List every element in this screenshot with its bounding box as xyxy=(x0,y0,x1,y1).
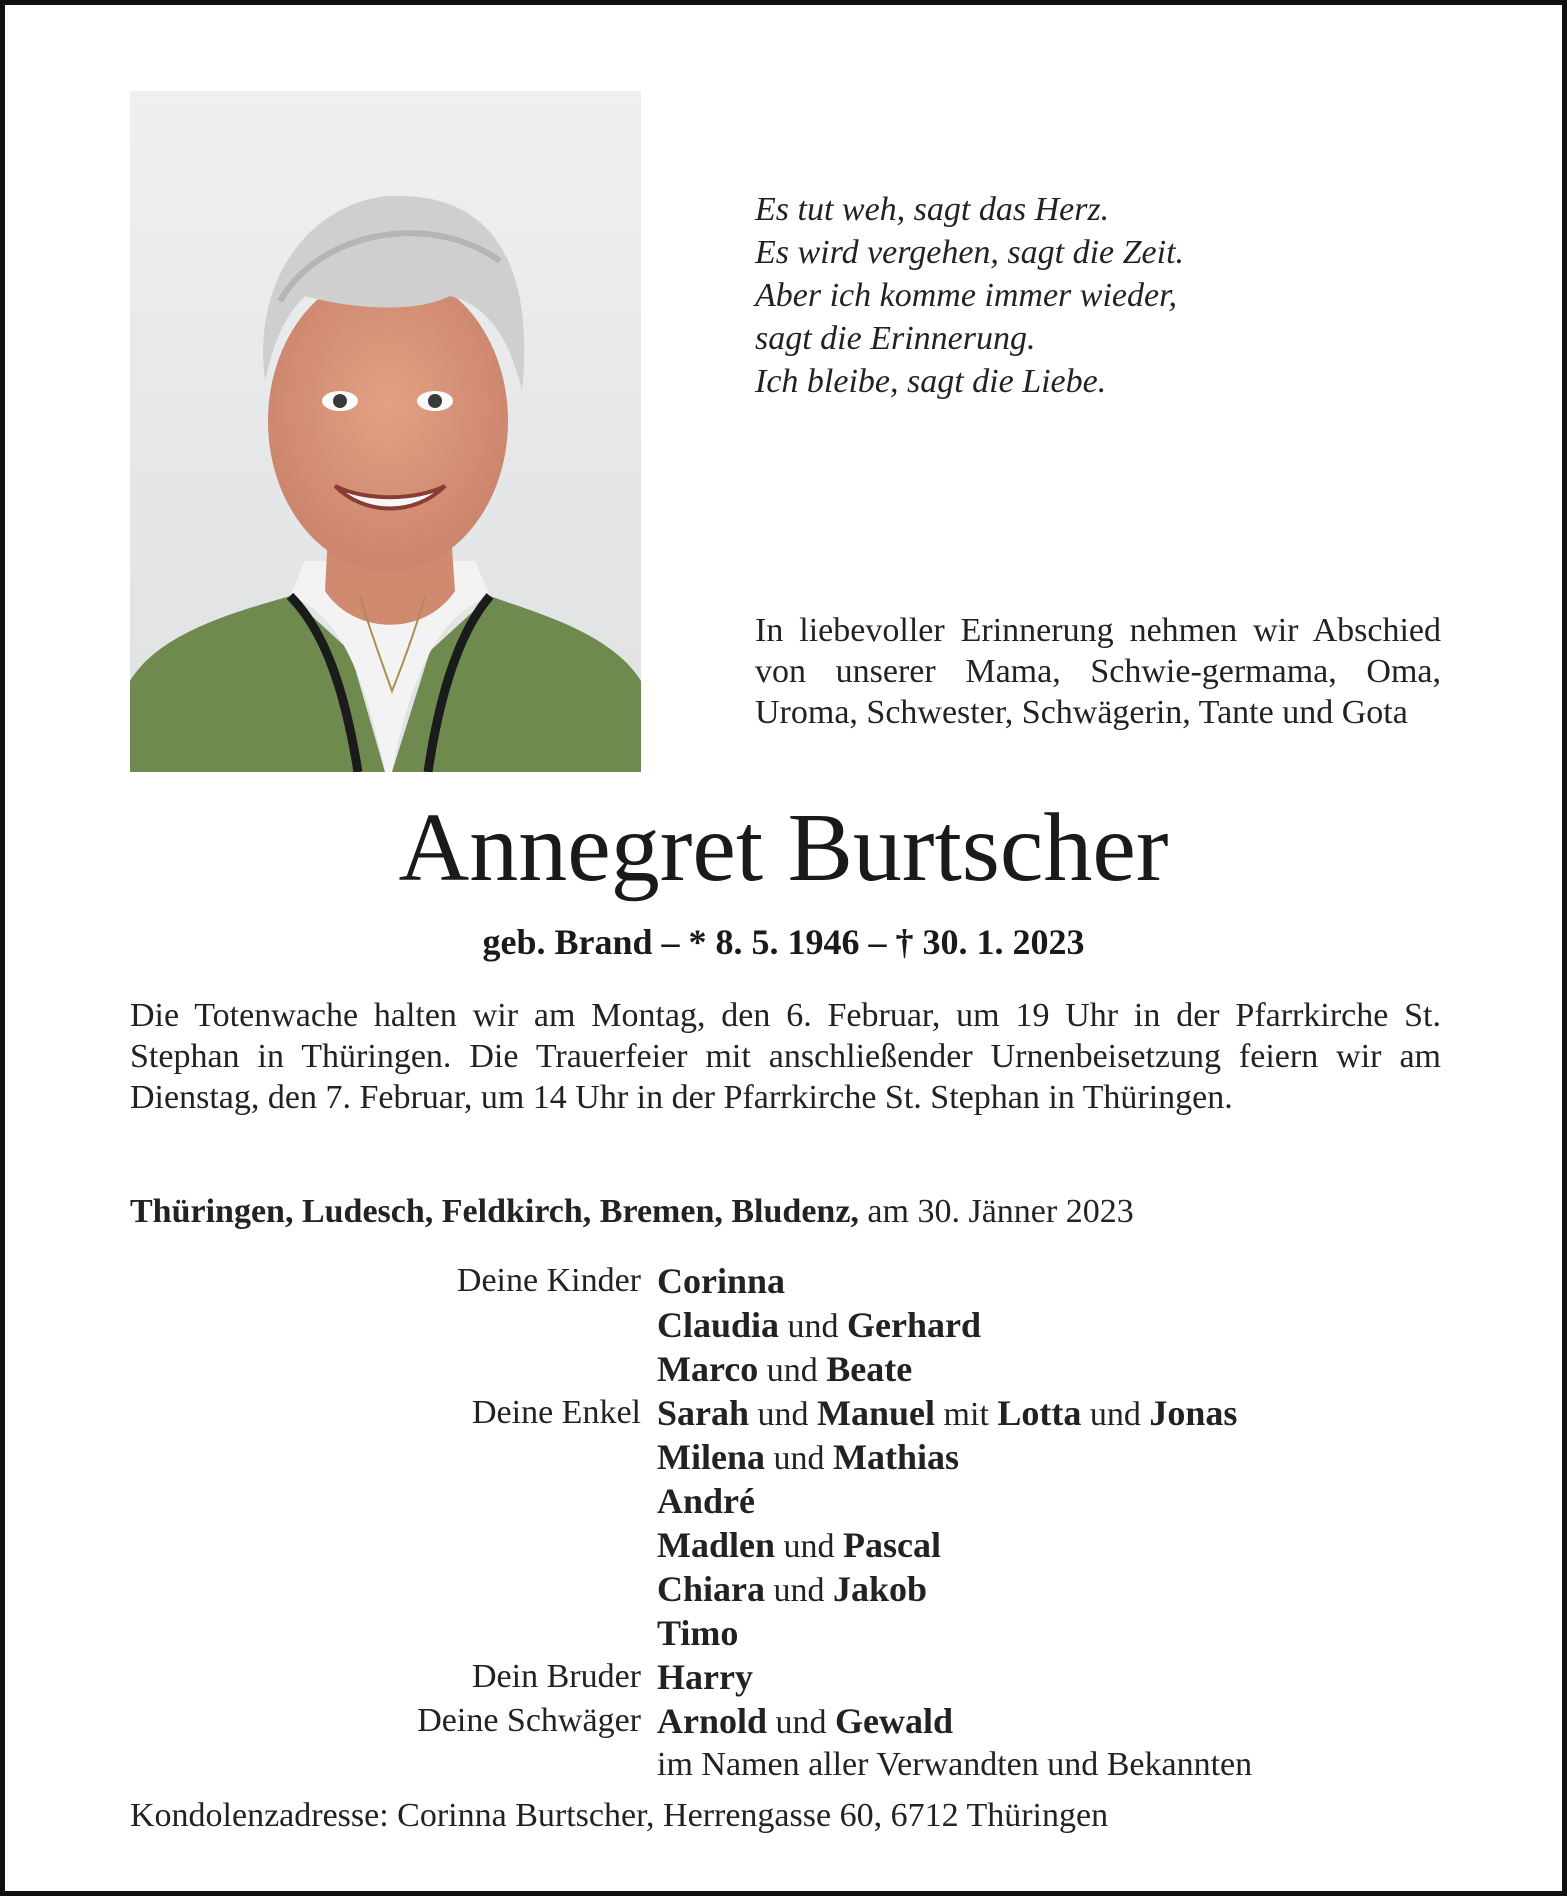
family-name: Beate xyxy=(826,1349,913,1389)
conjunction: und xyxy=(773,1572,825,1609)
family-list xyxy=(130,1260,1450,1786)
family-row xyxy=(130,1304,1450,1348)
conjunction: und xyxy=(775,1704,827,1741)
places-line xyxy=(130,1191,1450,1233)
conjunction: und xyxy=(1089,1396,1141,1433)
family-name: Pascal xyxy=(843,1525,941,1565)
places-date: am 30. Jänner 2023 xyxy=(858,1193,1134,1230)
family-names xyxy=(657,1436,1450,1480)
family-name: Marco xyxy=(657,1349,759,1389)
relation-label: Deine Schwäger xyxy=(417,1702,641,1739)
family-row xyxy=(130,1744,1450,1786)
family-row xyxy=(130,1524,1450,1568)
wake-text: Die Totenwache halten wir am Montag, den 6. Februar, um 19 Uhr in der Pfarrkirche St. Stephan in Thüringen. Die Trauerfeier mit anschließender Urnenbeisetzung feiern wir am Dienstag, den 7. Februar, um 14 Uhr in der Pfarrkirche St. Stephan in Thüringen. xyxy=(130,997,1441,1116)
obituary-page xyxy=(5,5,1562,1891)
closing-line: im Namen aller Verwandten und Bekannten xyxy=(657,1746,1253,1783)
family-names xyxy=(657,1260,1450,1304)
family-name: Timo xyxy=(657,1613,739,1653)
family-names xyxy=(657,1304,1450,1348)
family-name: Jakob xyxy=(833,1569,928,1609)
family-name: Manuel xyxy=(817,1393,936,1433)
family-row xyxy=(130,1348,1450,1392)
poem-line: Es wird vergehen, sagt die Zeit. xyxy=(755,234,1185,271)
family-name: Corinna xyxy=(657,1261,786,1301)
portrait-illustration xyxy=(130,91,641,772)
family-name: Harry xyxy=(657,1657,753,1697)
family-name: Mathias xyxy=(832,1437,959,1477)
family-row xyxy=(130,1392,1450,1436)
conjunction: und xyxy=(766,1352,818,1389)
poem-line: Aber ich komme immer wieder, xyxy=(755,277,1178,314)
family-names xyxy=(657,1524,1450,1568)
poem xyxy=(755,188,1184,403)
family-names xyxy=(657,1348,1450,1392)
family-name: Chiara xyxy=(657,1569,765,1609)
conjunction: und xyxy=(773,1440,825,1477)
family-name: Gerhard xyxy=(847,1305,982,1345)
family-name: Sarah xyxy=(657,1393,750,1433)
deceased-name: Annegret Burtscher xyxy=(398,794,1169,902)
conjunction: und xyxy=(783,1528,835,1565)
family-row xyxy=(130,1612,1450,1656)
family-name: Gewald xyxy=(835,1701,954,1741)
family-names xyxy=(657,1612,1450,1656)
family-name: Claudia xyxy=(657,1305,780,1345)
family-names xyxy=(657,1568,1450,1612)
family-row xyxy=(130,1700,1450,1744)
family-name: Lotta xyxy=(997,1393,1082,1433)
life-dates: geb. Brand – * 8. 5. 1946 – † 30. 1. 2023 xyxy=(482,922,1085,962)
family-name: Madlen xyxy=(657,1525,776,1565)
portrait-photo xyxy=(130,91,641,772)
family-name: Arnold xyxy=(657,1701,768,1741)
family-row xyxy=(130,1480,1450,1524)
poem-line: Ich bleibe, sagt die Liebe. xyxy=(755,363,1107,400)
family-names xyxy=(657,1656,1450,1700)
family-name: Milena xyxy=(657,1437,765,1477)
conjunction: mit xyxy=(943,1396,989,1433)
family-row xyxy=(130,1656,1450,1700)
conjunction: und xyxy=(787,1308,839,1345)
conjunction: und xyxy=(757,1396,809,1433)
relation-label: Deine Kinder xyxy=(456,1262,641,1299)
condolence-address: Kondolenzadresse: Corinna Burtscher, Herrengasse 60, 6712 Thüringen xyxy=(130,1797,1109,1834)
relation-label: Deine Enkel xyxy=(472,1394,641,1431)
places-towns: Thüringen, Ludesch, Feldkirch, Bremen, Bludenz, xyxy=(130,1193,859,1230)
family-row xyxy=(130,1436,1450,1480)
family-names xyxy=(657,1480,1450,1524)
intro-text: In liebevoller Erinnerung nehmen wir Abschied von unserer Mama, Schwie-germama, Oma, Uroma, Schwester, Schwägerin, Tante und Gota xyxy=(755,612,1441,731)
family-row xyxy=(130,1260,1450,1304)
family-names xyxy=(657,1392,1450,1436)
relation-label: Dein Bruder xyxy=(471,1658,641,1695)
family-name: André xyxy=(657,1481,755,1521)
poem-line: Es tut weh, sagt das Herz. xyxy=(755,191,1110,228)
poem-line: sagt die Erinnerung. xyxy=(755,320,1036,357)
family-row xyxy=(130,1568,1450,1612)
family-names xyxy=(657,1700,1450,1744)
family-name: Jonas xyxy=(1149,1393,1238,1433)
